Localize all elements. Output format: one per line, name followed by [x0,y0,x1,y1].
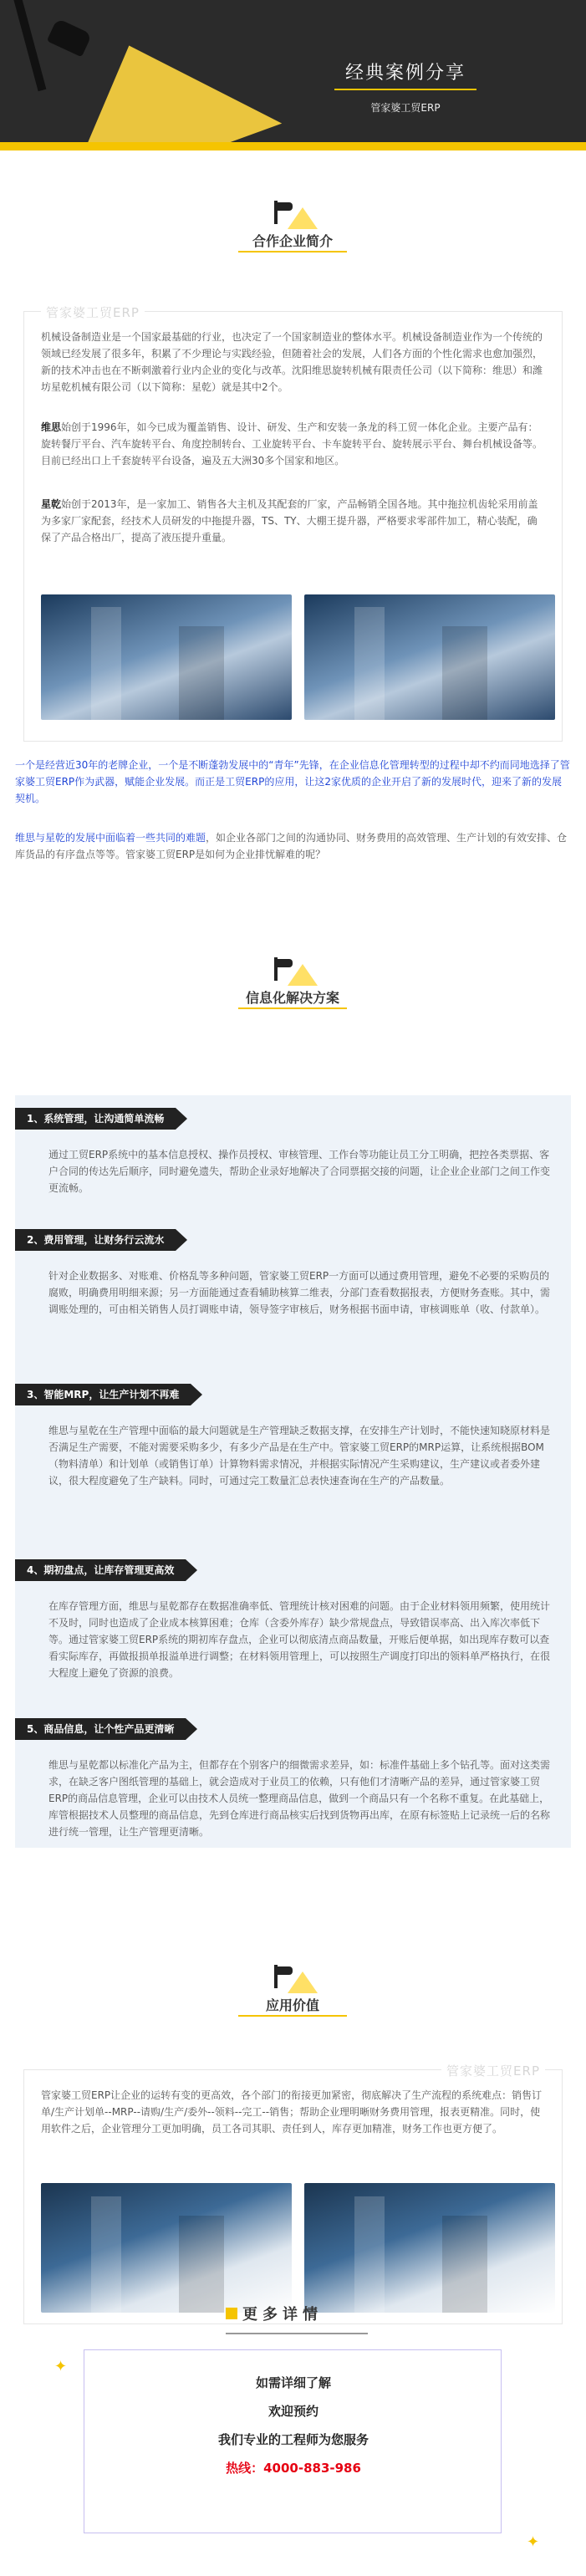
solution-text: 维思与星乾都以标准化产品为主，但都存在个别客户的细微需求差异，如：标准件基础上多个钻孔等。面对这类需求，在缺乏客户图纸管理的基础上，就会造成对于业员工的依赖，只有他们才清晰产品的差异，通过管家婆工贸ERP的商品信息管理，企业可以由技术人员统一整理商品信息，做到一个商品只有一个名称不重复。在此基础上，库管根据技术人员整理的商品信息，先到仓库进行商品核实后找到货物再出库，在原有标签贴上记录统一后的名称进行统一管理，让生产管理更清晰。 [48,1759,551,1838]
company-name-xingqian: 星乾 [41,498,62,510]
contact-heading: 更多详情 [242,2306,323,2324]
solution-text: 在库存管理方面，维思与星乾都存在数据准确率低、管理统计核对困难的问题。由于企业材料领用频繁，使用统计不及时，同时也造成了企业成本核算困难；仓库（含委外库存）缺少常规盘点，导致错误率高、出入库次率低下等。通过管家婆工贸ERP系统的期初库存盘点，企业可以彻底清点商品数量，开账后便单据，如出现库存数可以查看实际库存，再做报损单报溢单进行调整；在材料领用管理上，可以按照生产调度打印出的领料单严格执行，在很大程度上避免了资源的浪费。 [48,1600,551,1679]
company-challenges-paragraph [15,829,571,863]
company-name-weisi: 维思 [41,421,62,433]
section-underline [238,1007,347,1009]
sparkle-icon: ✦ [54,2358,68,2375]
panel-watermark: 管家婆工贸ERP [441,2062,545,2079]
challenges-text: ，如企业各部门之间的沟通协同、财务费用的高效管理、生产计划的有效安排、仓库货品的有序盘点等等。管家婆工贸ERP是如何为企业排忧解难的呢？ [15,832,568,860]
solution-text: 维思与星乾在生产管理中面临的最大问题就是生产管理缺乏数据支撑，在安排生产计划时，不能快速知晓原材料是否满足生产需要，不能对需要采购多少，有多少产品是在生产中。管家婆工贸ERP的MRP运算，让系统根据BOM（物料清单）和计划单（或销售订单）计算物料需求情况，并根据实际情况产生采购建议，生产建议或者委外建议，很大程度避免了生产缺料。同时，可通过完工数量汇总表快速查询在生产的产品数量。 [48,1425,551,1487]
banner-yellow-strip [0,142,586,150]
solution-text: 针对企业数据多、对账难、价格乱等多种问题，管家婆工贸ERP一方面可以通过费用管理，避免不必要的采购员的腐败，明确费用明细来源；另一方面能通过查看辅助核算二维表，分部门查看数据报表，方便财务查账。其中，需调账处理的，可由相关销售人员打调账申请，领导签字审核后，财务根据书面申请，审核调账单（收、付款单）。 [48,1270,551,1315]
value-text: 管家婆工贸ERP让企业的运转有变的更高效，各个部门的衔接更加紧密，彻底解决了生产流程的系统难点：销售订单/生产计划单--MRP--请购/生产/委外--领料--完工--销售；帮助企业理明晰财务费用管理，报表更精准。同时，使用软件之后，企业管理分工更加明确，员工各司其职、责任到人，库存更加精准，财务工作也更方便了。 [41,2089,543,2135]
hotline[interactable] [84,2459,502,2477]
company-weisi-paragraph [41,419,547,469]
banner-divider [334,89,476,90]
building-photo [41,594,292,720]
business-chart-photo [41,2183,292,2313]
solution-item [15,1384,571,1555]
section-lamp-icon [268,957,318,986]
solution-item [15,1108,571,1225]
section-lamp-icon [268,1965,318,1993]
hotline-number[interactable]: 4000-883-986 [263,2461,361,2476]
section-header-company [0,201,586,251]
solution-item [15,1718,571,1848]
desk-lamp-icon [47,18,92,58]
section-title: 信息化解决方案 [245,990,339,1006]
solution-item [15,1559,571,1722]
contact-box [84,2349,502,2533]
contact-line: 我们专业的工程师为您服务 [217,2432,369,2447]
section-title: 合作企业简介 [252,233,333,249]
section-header-solution [0,957,586,1007]
company-intro-paragraph: 机械设备制造业是一个国家最基础的行业，也决定了一个国家制造业的整体水平。机械设备制造业作为一个传统的领域已经发展了很多年，积累了不少理论与实践经验，但随着社会的发展，人们各方面的个性化需求也愈加强烈，新的技术冲击也在不断刺激着行业内企业的变化与改革。沈阳维思旋转机械有限责任公司（以下简称：维思）和潍坊星乾机械有限公司（以下简称：星乾）就是其中2个。 [41,331,543,393]
hotline-label: 热线： [226,2461,264,2476]
solution-list [15,1095,571,1848]
section-header-value [0,1965,586,2015]
company-xingqian-text: 始创于2013年，是一家加工、销售各大主机及其配套的厂家，产品畅销全国各地。其中拖拉机齿轮采用前盖为多家厂家配套，经技术人员研发的中拖提升器，TS、TY、大棚王提升器，严格要求零部件加工，精心装配，确保了产品合格出厂，提高了液压提升重量。 [41,498,538,543]
banner-title: 经典案例分享 [344,63,466,84]
section-underline [238,251,347,252]
solution-tag: 1、系统管理，让沟通简单流畅 [15,1108,176,1130]
contact-line: 如需详细了解 [255,2375,331,2390]
sparkle-icon: ✦ [527,2533,540,2551]
contact-line: 欢迎预约 [268,2404,318,2419]
lamp-arm [13,0,47,91]
company-weisi-text: 始创于1996年，如今已成为覆盖销售、设计、研发、生产和安装一条龙的科工贸一体化企业。主要产品有：旋转餐厅平台、汽车旋转平台、角度控制转台、工业旋转平台、卡车旋转平台、旋转展示平台、舞台机械设备等。目前已经出口上千套旋转平台设备，遍及五大洲30多个国家和地区。 [41,421,543,467]
contact-section [0,2299,586,2575]
solution-tag: 5、商品信息，让个性产品更清晰 [15,1718,186,1740]
banner-title-box [301,59,510,130]
solution-tag: 3、智能MRP，让生产计划不再难 [15,1384,191,1405]
section-lamp-icon [268,201,318,229]
value-panel [23,2063,563,2324]
panel-watermark: 管家婆工贸ERP [41,304,145,321]
building-photo [304,594,555,720]
challenges-highlight: 维思与星乾的发展中面临着一些共同的难题 [15,832,206,844]
company-summary-paragraph: 一个是经营近30年的老牌企业，一个是不断蓬勃发展中的“青年”先锋，在企业信息化管理转型的过程中却不约而同地选择了管家婆工贸ERP作为武器，赋能企业发展。而正是工贸ERP的应用，让这2家优质的企业开启了新的发展时代，迎来了新的发展契机。 [15,759,570,804]
company-panel [23,305,563,742]
business-chart-photo [304,2183,555,2313]
contact-heading-underline [226,2333,368,2334]
header-banner [0,0,586,150]
solution-item [15,1229,571,1380]
company-xingqian-paragraph [41,496,547,546]
section-underline [238,2015,347,2017]
solution-text: 通过工贸ERP系统中的基本信息授权、操作员授权、审核管理、工作台等功能让员工分工明确，把控各类票据、客户合同的传达先后顺序，同时避免遗失，帮助企业录好地解决了合同票据交接的问题，让企业企业部门之间工作变更流畅。 [48,1149,551,1194]
section-title: 应用价值 [265,1997,319,2013]
banner-subtitle: 管家婆工贸ERP [370,102,441,114]
solution-tag: 4、期初盘点，让库存管理更高效 [15,1559,186,1581]
solution-tag: 2、费用管理，让财务行云流水 [15,1229,176,1251]
heading-square-icon [226,2308,237,2319]
